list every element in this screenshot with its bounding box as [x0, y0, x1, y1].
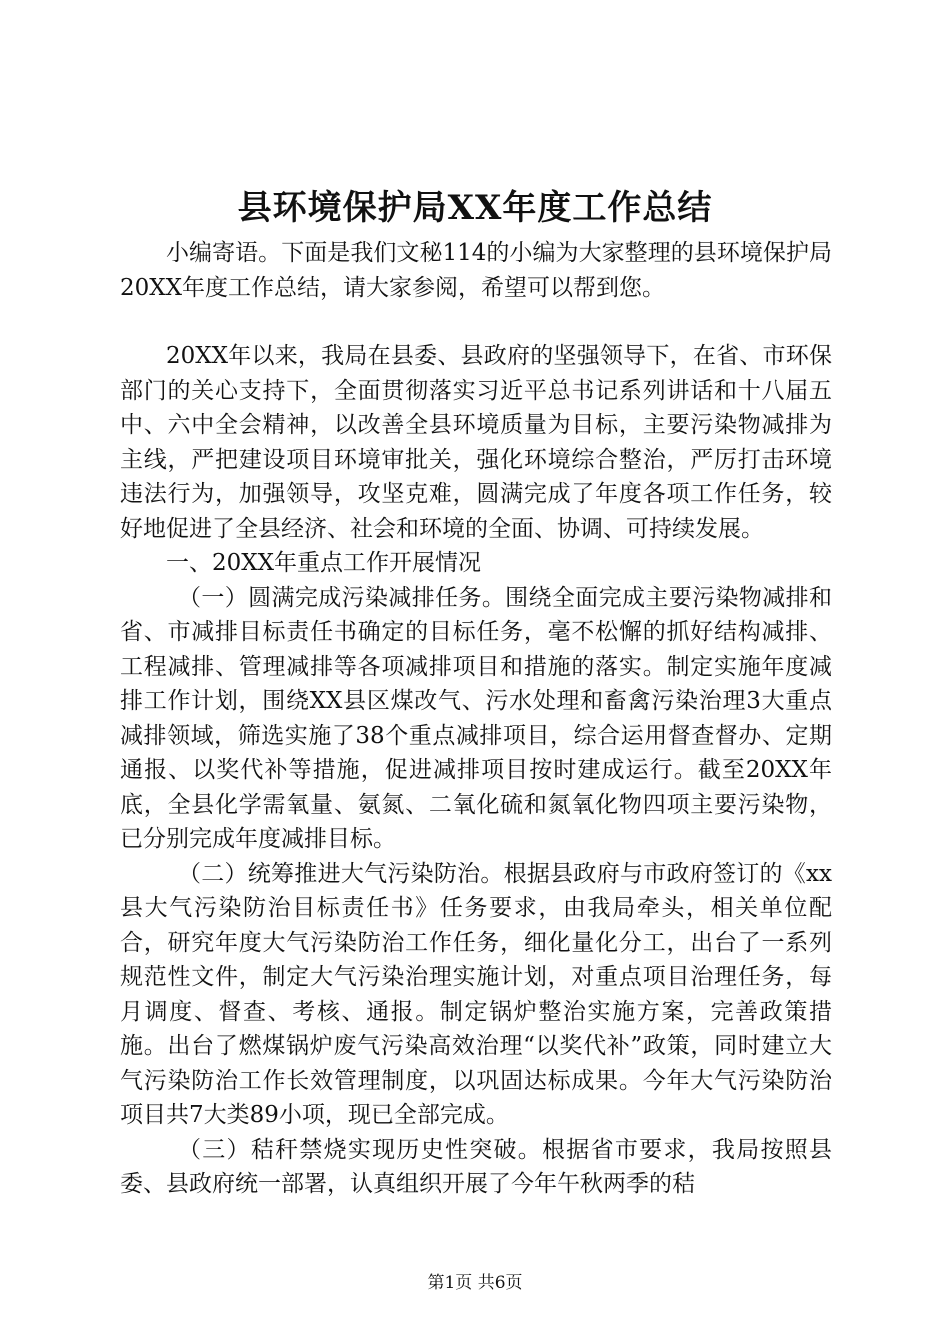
document-title: 县环境保护局XX年度工作总结 [237, 188, 713, 228]
section-heading: 一、20XX年重点工作开展情况 [166, 550, 482, 576]
intro-paragraph: 小编寄语。下面是我们文秘114的小编为大家整理的县环境保护局20XX年度工作总结，请大家参阅，希望可以帮到您。 [120, 240, 832, 301]
document-body [120, 236, 832, 1202]
item-1-paragraph: （一）圆满完成污染减排任务。围绕全面完成主要污染物减排和省、市减排目标责任书确定的目标任务，毫不松懈的抓好结构减排、工程减排、管理减排等各项减排项目和措施的落实。制定实施年度减排工作计划，围绕XX县区煤改气、污水处理和畜禽污染治理3大重点减排领域，筛选实施了38个重点减排项目，综合运用督查督办、定期通报、以奖代补等措施，促进减排项目按时建成运行。截至20XX年底，全县化学需氧量、氨氮、二氧化硫和氮氧化物四项主要污染物，已分别完成年度减排目标。 [120, 584, 832, 852]
item-3-paragraph: （三）秸秆禁烧实现历史性突破。根据省市要求，我局按照县委、县政府统一部署，认真组织开展了今年午秋两季的秸 [120, 1136, 832, 1197]
overview-paragraph: 20XX年以来，我局在县委、县政府的坚强领导下，在省、市环保部门的关心支持下，全面贯彻落实习近平总书记系列讲话和十八届五中、六中全会精神，以改善全县环境质量为目标，主要污染物减排为主线，严把建设项目环境审批关，强化环境综合整治，严厉打击环境违法行为，加强领导，攻坚克难，圆满完成了年度各项工作任务，较好地促进了全县经济、社会和环境的全面、协调、可持续发展。 [120, 343, 832, 542]
page-footer: 第1页 共6页 [427, 1273, 523, 1293]
item-2-paragraph: （二）统筹推进大气污染防治。根据县政府与市政府签订的《xx县大气污染防治目标责任书》任务要求，由我局牵头，相关单位配合，研究年度大气污染防治工作任务，细化量化分工，出台了一系列规范性文件，制定大气污染治理实施计划，对重点项目治理任务，每月调度、督查、考核、通报。制定锅炉整治实施方案，完善政策措施。出台了燃煤锅炉废气污染高效治理“以奖代补”政策，同时建立大气污染防治工作长效管理制度，以巩固达标成果。今年大气污染防治项目共7大类89小项，现已全部完成。 [120, 860, 832, 1128]
